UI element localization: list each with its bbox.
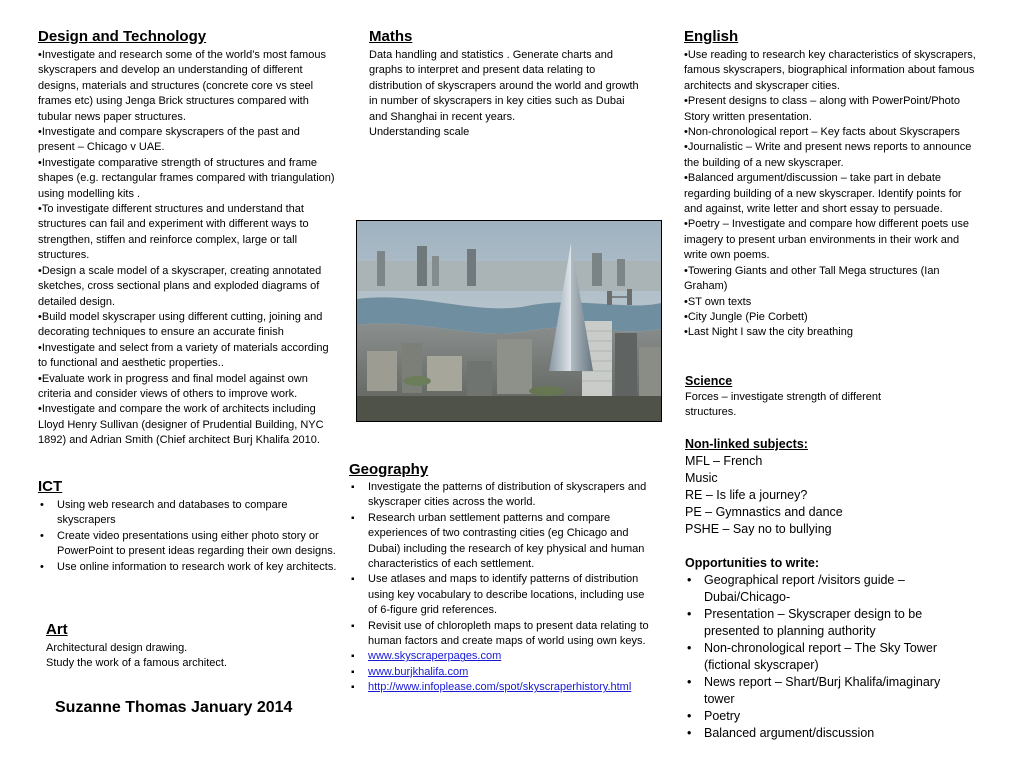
- english-title: English: [684, 28, 739, 45]
- geography-title: Geography: [349, 461, 429, 478]
- art-line: Study the work of a famous architect.: [46, 657, 227, 670]
- english-item: •Use reading to research key characteristics of skyscrapers, famous skyscrapers, biographical information about famous architects and skyscraper cities.: [684, 49, 976, 92]
- design-item: •Investigate and research some of the world’s most famous skyscrapers and develop an understanding of different designs, materials and structures (concrete core vs steel frames etc) using Jenga Brick structures compared with tubular news paper structures.: [38, 49, 326, 123]
- design-item: •Evaluate work in progress and final model against own criteria and consider views of others to improve work.: [38, 372, 308, 400]
- list-item: • Non-chronological report – The Sky Tower (fictional skyscraper): [685, 640, 943, 674]
- ict-list: [38, 498, 338, 575]
- geography-list: [349, 480, 656, 696]
- science-title: Science: [685, 374, 733, 388]
- design-item: •Build model skyscraper using different cutting, joining and decorating techniques to ensure an accurate finish: [38, 310, 323, 339]
- maths-text-2: Understanding scale: [369, 126, 470, 139]
- list-item: • Use online information to research work of key architects.: [38, 560, 338, 575]
- list-item: ▪ Investigate the patterns of distribution of skyscrapers and skyscraper cities across the world.: [349, 480, 656, 511]
- design-item: •Investigate and compare the work of architects including Lloyd Henry Sullivan (designer of Prudential Building, NYC 1892) and Adrian Smith (Chief architect Burj Khalifa 2010.: [38, 403, 324, 447]
- list-item: • Create video presentations using either photo story or PowerPoint to present ideas regarding their own designs.: [38, 529, 338, 560]
- maths-section: [369, 28, 639, 140]
- opportunities-title: Opportunities to write:: [685, 556, 820, 570]
- list-item: ▪ Revisit use of chloropleth maps to present data relating to human factors and create maps of world using own keys.: [349, 619, 656, 650]
- design-item: •Investigate and compare skyscrapers of the past and present – Chicago v UAE.: [38, 126, 300, 154]
- design-technology-section: [38, 28, 338, 449]
- geography-section: [349, 461, 656, 696]
- link-item: [349, 680, 656, 695]
- list-item: • Poetry: [685, 708, 943, 725]
- english-item: •Balanced argument/discussion – take part in debate regarding building of a new skyscraper. Identify points for and against, write letter and short essay to persuade.: [684, 172, 962, 216]
- list-item: • Balanced argument/discussion: [685, 725, 943, 742]
- science-section: [685, 374, 910, 421]
- nonlinked-line: Music: [685, 471, 718, 485]
- author-footer: Suzanne Thomas January 2014: [55, 699, 293, 716]
- english-item: •ST own texts: [684, 295, 752, 308]
- infoplease-link[interactable]: http://www.infoplease.com/spot/skyscraperhistory.html: [368, 681, 632, 694]
- art-title: Art: [46, 621, 68, 638]
- list-item: • Geographical report /visitors guide – Dubai/Chicago-: [685, 572, 943, 606]
- english-item: •City Jungle (Pie Corbett): [684, 310, 808, 323]
- list-item: ▪ Use atlases and maps to identify patterns of distribution using key vocabulary to describe locations, including use of 6-figure grid references.: [349, 572, 656, 618]
- nonlinked-line: PSHE – Say no to bullying: [685, 522, 832, 536]
- design-item: •Investigate and select from a variety of materials according to functional and aesthetic properties..: [38, 341, 329, 370]
- english-item: •Journalistic – Write and present news reports to announce the building of a new skyscraper.: [684, 141, 972, 169]
- ict-title: ICT: [38, 478, 63, 495]
- opportunities-list: [685, 572, 943, 742]
- art-section: [46, 621, 336, 672]
- english-item: •Towering Giants and other Tall Mega structures (Ian Graham): [684, 264, 940, 293]
- list-item: • Presentation – Skyscraper design to be presented to planning authority: [685, 606, 943, 640]
- english-item: •Present designs to class – along with PowerPoint/Photo Story written presentation.: [684, 95, 960, 123]
- list-item: ▪ Research urban settlement patterns and compare experiences of two contrasting cities (eg Chicago and Dubai) including the research of key physical and human characteristics of each settlement.: [349, 511, 656, 573]
- design-item: •To investigate different structures and understand that structures can fail and experiment with different ways to strengthen, stiffen and reinforce complex, large or tall structures.: [38, 203, 309, 262]
- opportunities-section: [685, 556, 943, 742]
- nonlinked-line: PE – Gymnastics and dance: [685, 505, 843, 519]
- skyscraperpages-link[interactable]: www.skyscraperpages.com: [368, 650, 502, 663]
- science-text: Forces – investigate strength of different structures.: [685, 391, 882, 419]
- ict-section: [38, 478, 338, 575]
- design-item: •Investigate comparative strength of structures and frame shapes (e.g. rectangular frames compared with triangulation) using modelling kits .: [38, 156, 335, 200]
- nonlinked-section: [685, 437, 985, 538]
- nonlinked-line: MFL – French: [685, 454, 763, 468]
- art-line: Architectural design drawing.: [46, 642, 188, 654]
- english-item: •Last Night I saw the city breathing: [684, 326, 853, 339]
- link-item: [349, 649, 656, 664]
- burjkhalifa-link[interactable]: www.burjkhalifa.com: [368, 665, 469, 678]
- list-item: • News report – Shart/Burj Khalifa/imaginary tower: [685, 674, 943, 708]
- nonlinked-title: Non-linked subjects:: [685, 437, 808, 451]
- design-item: •Design a scale model of a skyscraper, creating annotated sketches, cross sectional plans and exploded diagrams of detailed design.: [38, 264, 322, 308]
- nonlinked-line: RE – Is life a journey?: [685, 488, 808, 502]
- design-technology-title: Design and Technology: [38, 28, 207, 45]
- english-item: •Poetry – Investigate and compare how different poets use imagery to present urban environments in their work and write own poems.: [684, 218, 969, 262]
- english-item: •Non-chronological report – Key facts about Skyscrapers: [684, 126, 960, 139]
- maths-text: Data handling and statistics . Generate charts and graphs to interpret and present data relating to distribution of skyscrapers around the world and growth in number of skyscrapers in key cities such as Dubai and Shanghai in recent years.: [369, 49, 639, 123]
- link-item: [349, 665, 656, 680]
- list-item: • Using web research and databases to compare skyscrapers: [38, 498, 338, 529]
- maths-title: Maths: [369, 28, 413, 45]
- english-section: [684, 28, 980, 341]
- london-skyline-photo: [356, 220, 662, 422]
